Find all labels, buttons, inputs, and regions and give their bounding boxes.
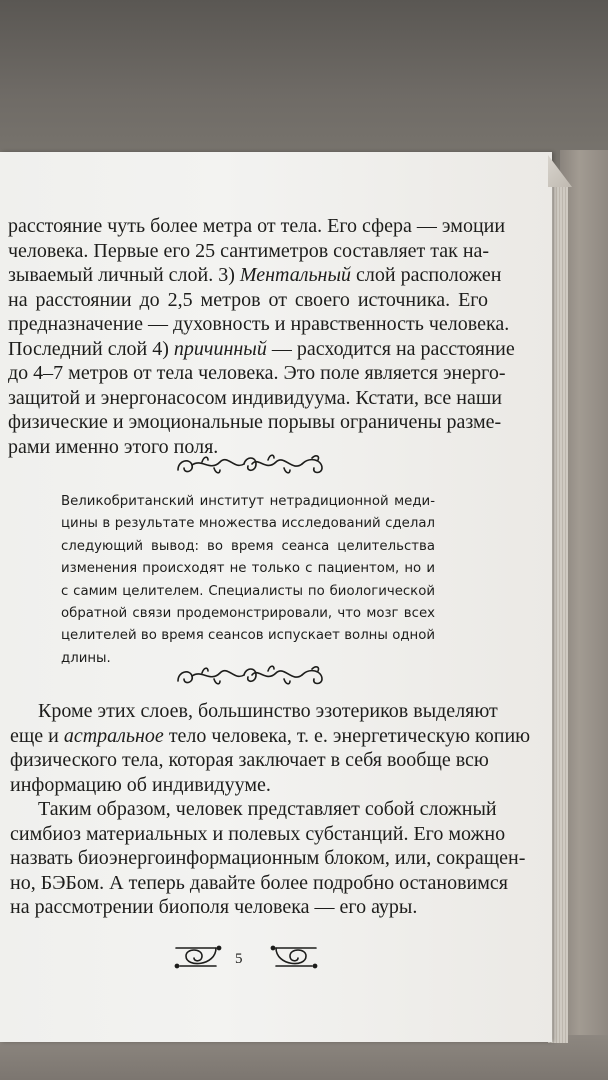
vine-ornament	[172, 661, 332, 691]
spiral-ornament	[172, 938, 224, 972]
text-line: физического тела, которая заключает в себя вообще всю	[10, 749, 489, 771]
italic-term: Ментальный	[239, 264, 352, 286]
paragraph-1	[8, 214, 515, 459]
text-line: Кроме этих слоев, большинство эзотериков выделяют	[38, 700, 498, 722]
text-line: расстояние чуть более метра от тела. Его сфера — эмоции	[8, 215, 506, 237]
text-line: предназначение — духовность и нравственность человека.	[8, 313, 510, 335]
text-line: на расстоянии до 2,5 метров от своего источника. Его	[8, 288, 488, 311]
page-number: 5	[235, 951, 243, 967]
text-line: Последний слой 4) причинный — расходится на расстояние	[8, 337, 515, 360]
text-line: симбиоз материальных и полевых субстанций. Его можно	[10, 822, 506, 845]
text-line: на рассмотрении биополя человека — его ауры.	[10, 896, 418, 918]
text-line: с самим целителем. Специалисты по биологической	[61, 583, 435, 599]
italic-term: астральное	[63, 724, 164, 747]
text-line: защитой и энергонасосом индивидуума. Кстати, все наши	[8, 386, 502, 409]
text-line: назвать биоэнергоинформационным блоком, или, сокращен-	[10, 847, 526, 869]
text-line: Великобританский институт нетрадиционной меди-	[61, 494, 435, 509]
text-line: но, БЭБом. А теперь давайте более подробно остановимся	[10, 871, 508, 894]
text-line: человека. Первые его 25 сантиметров составляет так на-	[8, 239, 490, 262]
text-line: до 4–7 метров от тела человека. Это поле является энерго-	[8, 362, 506, 384]
vine-ornament	[172, 450, 332, 480]
spiral-ornament	[268, 938, 320, 972]
text-line: целителей во время сеансов испускает волны одной	[61, 628, 435, 644]
text-line: еще и астральное тело человека, т. е. энергетическую копию	[10, 724, 531, 747]
text-line: физические и эмоциональные порывы ограничены разме-	[8, 411, 502, 433]
paragraph-2	[10, 699, 531, 920]
background-wall	[0, 0, 608, 175]
inset-note	[61, 491, 435, 670]
text-line: длины.	[61, 650, 111, 666]
text-line: изменения происходят не только с пациентом, но и	[61, 561, 435, 577]
text-line: Таким образом, человек представляет собой сложный	[38, 798, 497, 820]
text-line: цины в результате множества исследований сделал	[61, 516, 435, 532]
text-line: зываемый личный слой. 3) Ментальный слой расположен	[8, 264, 502, 286]
text-line: обратной связи продемонстрировали, что мозг всех	[61, 606, 435, 622]
text-line: информацию об индивидууме.	[10, 773, 271, 796]
text-line: следующий вывод: во время сеанса целительства	[61, 538, 435, 554]
italic-term: причинный	[173, 337, 267, 360]
text-line: рами именно этого поля.	[8, 435, 219, 458]
